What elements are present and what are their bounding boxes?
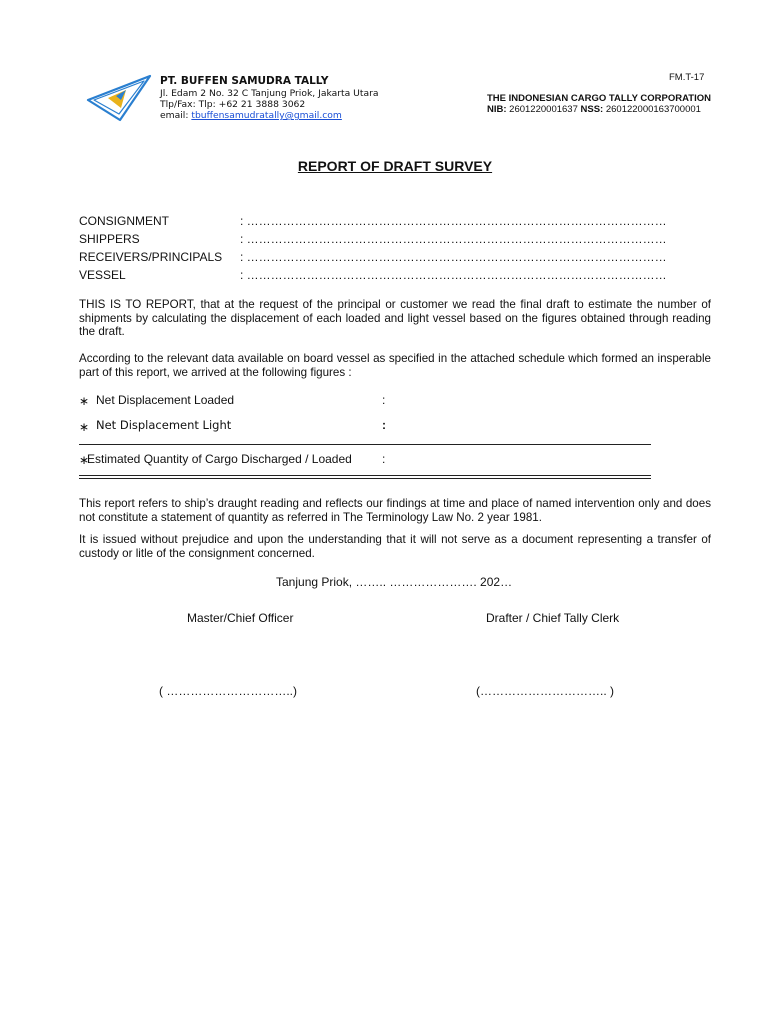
subtraction-rule <box>79 444 651 445</box>
form-code: FM.T-17 <box>669 72 705 83</box>
corporation-ids <box>487 104 701 115</box>
field-label-shippers: SHIPPERS <box>79 232 140 246</box>
estimated-quantity-label: Estimated Quantity of Cargo Discharged / Loaded <box>87 452 352 466</box>
total-rule-top <box>79 475 651 476</box>
bullet-icon: ∗ <box>79 394 90 408</box>
place-date: Tanjung Priok, …….. …………………. 202… <box>276 575 513 589</box>
bullet-icon: ∗ <box>79 420 90 434</box>
master-chief-officer-title: Master/Chief Officer <box>187 611 294 625</box>
net-light-colon: : <box>382 418 386 432</box>
estimated-colon: : <box>382 452 386 466</box>
net-displacement-loaded-label: Net Displacement Loaded <box>96 393 235 407</box>
company-name: PT. BUFFEN SAMUDRA TALLY <box>160 75 329 87</box>
field-label-vessel: VESSEL <box>79 268 126 282</box>
drafter-signature-blank: (………………………….. ) <box>476 684 614 698</box>
field-value-vessel: : …………………………………………………………………………………………… <box>240 268 667 282</box>
according-paragraph: According to the relevant data available on board vessel as specified in the attached schedule which formed an insperable part of this report, we arrived at the following figures : <box>79 352 711 379</box>
company-phone: Tlp/Fax: Tlp: +62 21 3888 3062 <box>160 99 306 110</box>
master-signature-blank: ( …………………………..) <box>159 684 297 698</box>
company-logo <box>86 74 152 122</box>
company-email-row <box>160 110 342 121</box>
total-rule-bottom <box>79 478 651 479</box>
nss-label: NSS: <box>580 104 604 115</box>
net-displacement-light-label: Net Displacement Light <box>96 418 232 432</box>
field-label-consignment: CONSIGNMENT <box>79 214 169 228</box>
company-address: Jl. Edam 2 No. 32 C Tanjung Priok, Jakarta Utara <box>160 88 379 99</box>
field-value-shippers: : …………………………………………………………………………………………… <box>240 232 667 246</box>
nib-value: 2601220001637 <box>509 104 578 115</box>
disclaimer-paragraph: This report refers to ship’s draught reading and reflects our findings at time and place of named intervention only and does not constitute a statement of quantity as referred in The Terminology Law No. 2 year 1981. <box>79 497 711 524</box>
intro-paragraph: THIS IS TO REPORT, that at the request of the principal or customer we read the final draft to estimate the number of shipments by calculating the displacement of each loaded and light vessel based on the figures obtained through reading the draft. <box>79 298 711 339</box>
net-loaded-colon: : <box>382 393 386 407</box>
corporation-name: THE INDONESIAN CARGO TALLY CORPORATION <box>487 93 711 104</box>
report-title: REPORT OF DRAFT SURVEY <box>297 158 493 174</box>
issued-paragraph: It is issued without prejudice and upon the understanding that it will not serve as a document representing a transfer of custody or litle of the consignment concerned. <box>79 533 711 560</box>
email-link[interactable]: tbuffensamudratally@gmail.com <box>191 110 342 121</box>
nss-value: 260122000163700001 <box>605 104 701 115</box>
field-value-consignment: : …………………………………………………………………………………………… <box>240 214 667 228</box>
field-value-receivers: : …………………………………………………………………………………………… <box>240 250 667 264</box>
bullet-icon: ∗ <box>79 453 90 467</box>
nib-label: NIB: <box>487 104 507 115</box>
drafter-title: Drafter / Chief Tally Clerk <box>486 611 620 625</box>
field-label-receivers: RECEIVERS/PRINCIPALS <box>79 250 223 264</box>
email-label: email: <box>160 110 189 121</box>
